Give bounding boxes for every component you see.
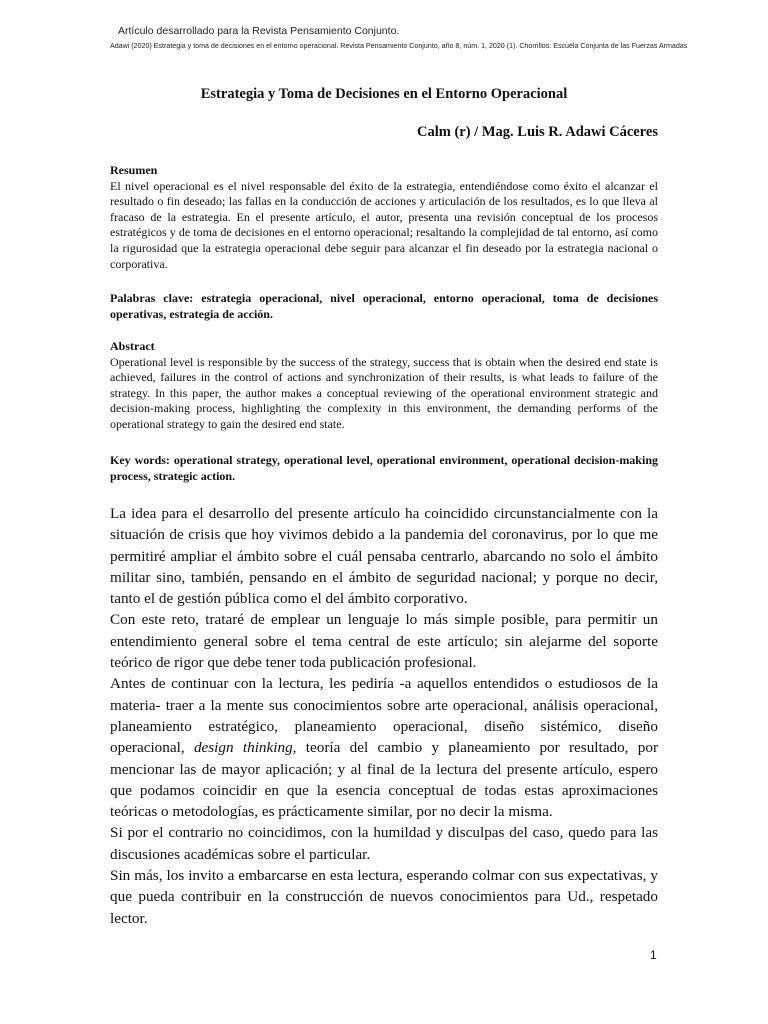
body-paragraph-1: La idea para el desarrollo del presente artículo ha coincidido circunstancialmente con la situación de crisis que hoy vivimos debido a la pandemia del coronavirus, por lo que me permitiré ampliar el ámbito sobre el cuál pensaba centrarlo, abarcando no solo el ámbito militar sino, también, pensando en el ámbito de seguridad nacional; y porque no decir, tanto el de gestión pública como el del ámbito corporativo. bbox=[110, 505, 658, 608]
body-paragraph-5: Sin más, los invito a embarcarse en esta lectura, esperando colmar con sus expectativas, y que pueda contribuir en la construcción de nuevos conocimientos para Ud., respetado lector. bbox=[110, 867, 658, 927]
article-title: Estrategia y Toma de Decisiones en el Entorno Operacional bbox=[200, 86, 568, 102]
page-number: 1 bbox=[650, 948, 657, 962]
design-thinking-term: design thinking bbox=[193, 739, 293, 757]
abstract-section bbox=[110, 339, 658, 433]
abstract-text: Operational level is responsible by the success of the strategy, success that is obtain when the desired end state is achieved, failures in the control of actions and synchronization of their results, is what leads to failure of the strategy. In this paper, the author makes a conceptual reviewing of the operational environment strategic and decision-making process, highlighting the complexity in this environment, the demanding performs of the operational strategy to gain the desired end state. bbox=[110, 354, 658, 431]
abstract-heading: Abstract bbox=[110, 339, 155, 353]
resumen-text: El nivel operacional es el nivel responsable del éxito de la estrategia, entendiéndose como éxito el alcanzar el resultado o fin deseado; las fallas en la conducción de acciones y articulación de los resultados, es lo que lleva al fracaso de la estrategia. En el presente artículo, el autor, presenta una revisión conceptual de los procesos estratégicos y de toma de decisiones en el entorno operacional; resaltando la complejidad de tal entorno, así como la rigurosidad que la estrategia operacional debe seguir para alcanzar el fin deseado por la estrategia nacional o corporativa. bbox=[110, 178, 658, 271]
body-paragraph-3 bbox=[110, 673, 658, 822]
keywords-english: Key words: operational strategy, operational level, operational environment, operational decision-making process, strategic action. bbox=[110, 453, 658, 483]
body-paragraph-2: Con este reto, trataré de emplear un lenguaje lo más simple posible, para permitir un entendimiento general sobre el tema central de este artículo; sin alejarme del soporte teórico de rigor que debe tener toda publicación profesional. bbox=[110, 611, 658, 672]
body-paragraph-3-end: , teoría del cambio y planeamiento por resultado, por mencionar las de mayor aplicación; y al final de la lectura del presente artículo, espero que podamos coincidir en que la esencia conceptual de todas estas aproximaciones teóricas o metodologías, es prácticamente similar, por no decir la misma. bbox=[110, 739, 658, 821]
running-header-title: Artículo desarrollado para la Revista Pensamiento Conjunto. bbox=[118, 25, 400, 37]
resumen-section bbox=[110, 163, 658, 272]
author-line: Calm (r) / Mag. Luis R. Adawi Cáceres bbox=[417, 124, 658, 140]
body-paragraph-3-start: Antes de continuar con la lectura, les pediría -a aquellos entendidos o estudiosos de la materia- traer a la mente sus conocimientos sobre arte operacional, análisis operacional, planeamiento estratégico, planeamiento operacional, diseño sistémico, diseño operacional, bbox=[110, 675, 658, 757]
resumen-heading: Resumen bbox=[110, 163, 158, 177]
running-header-citation: Adawi (2020) Estrategia y toma de decisiones en el entorno operacional. Revista Pensamiento Conjunto, año 8, núm. 1, 2020 (1). Chorrillos: Escuela Conjunta de las Fuerzas Armadas bbox=[110, 42, 688, 50]
article-body bbox=[110, 503, 658, 929]
keywords-spanish: Palabras clave: estrategia operacional, nivel operacional, entorno operacional, toma de decisiones operativas, estrategia de acción. bbox=[110, 291, 658, 321]
body-paragraph-4: Si por el contrario no coincidimos, con la humildad y disculpas del caso, quedo para las discusiones académicas sobre el particular. bbox=[110, 824, 658, 863]
